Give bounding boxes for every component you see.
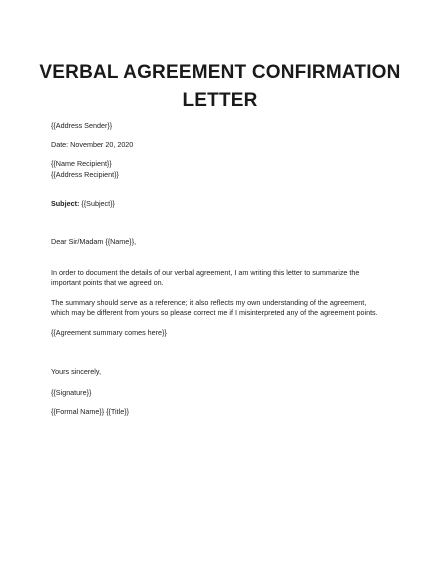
body-paragraph-2-line-1: The summary should serve as a reference; it also reflects my own understanding of the agreement, <box>51 298 367 307</box>
body-paragraph-2-line-2: which may be different from yours so please correct me if I misinterpreted any of the agreement points. <box>51 308 378 317</box>
letter-title-line2: LETTER <box>182 90 258 111</box>
agreement-summary-placeholder: {{Agreement summary comes here}} <box>51 328 167 337</box>
formal-name-title: {{Formal Name}} {{Title}} <box>51 407 130 416</box>
subject-value: {{Subject}} <box>79 199 115 208</box>
body-paragraph-1-line-1: In order to document the details of our verbal agreement, I am writing this letter to summarize the <box>51 268 360 277</box>
recipient-name: {{Name Recipient}} <box>51 159 112 168</box>
recipient-address: {{Address Recipient}} <box>51 170 119 179</box>
signature-placeholder: {{Signature}} <box>51 388 92 397</box>
closing-phrase: Yours sincerely, <box>51 367 101 376</box>
salutation: Dear Sir/Madam {{Name}}, <box>51 237 137 246</box>
body-paragraph-1-line-2: important points that we agreed on. <box>51 278 164 287</box>
subject-label: Subject: <box>51 199 80 208</box>
sender-address: {{Address Sender}} <box>51 121 113 130</box>
letter-title-line1: VERBAL AGREEMENT CONFIRMATION <box>39 62 401 83</box>
subject-line <box>51 198 115 209</box>
letter-date: Date: November 20, 2020 <box>51 140 134 149</box>
